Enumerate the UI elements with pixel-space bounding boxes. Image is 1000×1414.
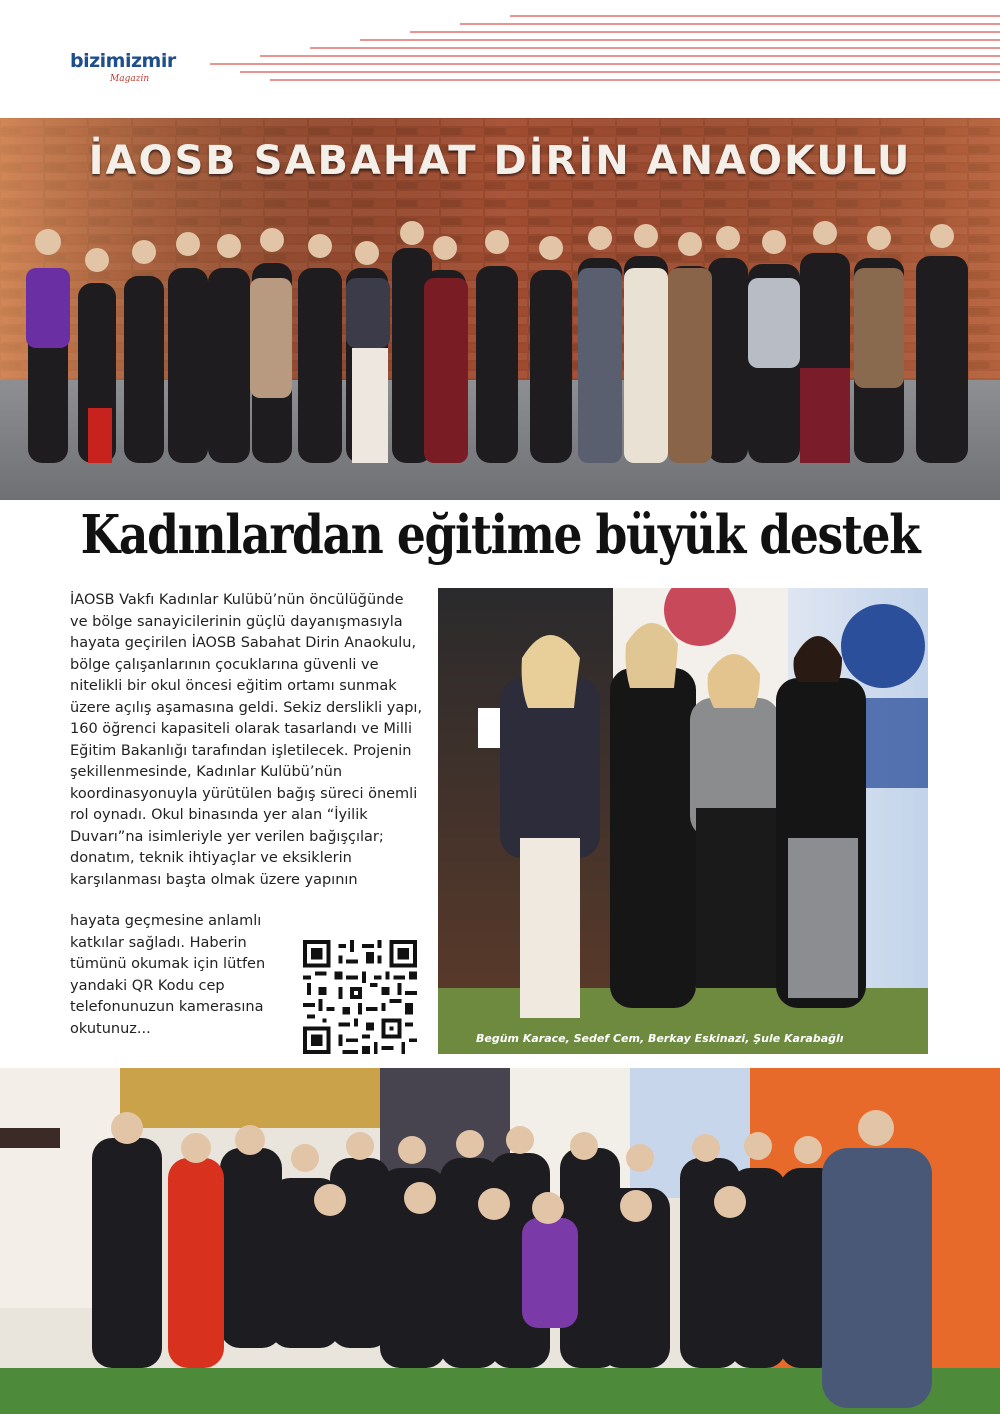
photo-caption: Begüm Karace, Sedef Cem, Berkay Eskinazi, Şule Karabağlı — [476, 1032, 844, 1045]
group-photo-indoor — [0, 1068, 1000, 1414]
brand-logo — [70, 50, 210, 98]
article-headline: Kadınlardan eğitime büyük destek — [80, 504, 920, 566]
article-body — [70, 590, 425, 891]
school-sign: İAOSB SABAHAT DİRİN ANAOKULU — [88, 138, 912, 184]
portrait-photo-four-women — [438, 588, 928, 1054]
logo-sub-text: Magazin — [110, 74, 150, 84]
qr-code-icon[interactable] — [302, 940, 418, 1054]
logo-main-text: bizimizmir — [70, 50, 176, 72]
article-body-tail — [70, 911, 295, 1040]
header-decorative-lines — [210, 10, 1000, 90]
article-body-tail-paragraph: hayata geçmesine anlamlı katkılar sağladı. Haberin tümünü okumak için lütfen yandaki QR Kodu cep telefonunuzun kamerasına okutunuz... — [70, 913, 266, 1037]
article-body-paragraph: İAOSB Vakfı Kadınlar Kulübü’nün öncülüğünde ve bölge sanayicilerinin güçlü dayanışmasıyla hayata geçirilen İAOSB Sabahat Dirin Anaokulu, bölge çalışanlarının çocuklarına güvenli ve nitelikli bir okul öncesi eğitim ortamı sunmak üzere açılış aşamasına geldi. Sekiz derslikli yapı, 160 öğrenci kapasiteli olarak tasarlandı ve Milli Eğitim Bakanlığı tarafından işletilecek. Projenin şekillenmesinde, Kadınlar Kulübü’nün koordinasyonuyla yürütülen bağış süreci önemli rol oynadı. Okul binasında yer alan “İyilik Duvarı”na isimleriyle yer verilen bağışçılar; donatım, teknik ihtiyaçlar ve eksiklerin karşılanması başta olmak üzere yapının — [70, 592, 423, 888]
